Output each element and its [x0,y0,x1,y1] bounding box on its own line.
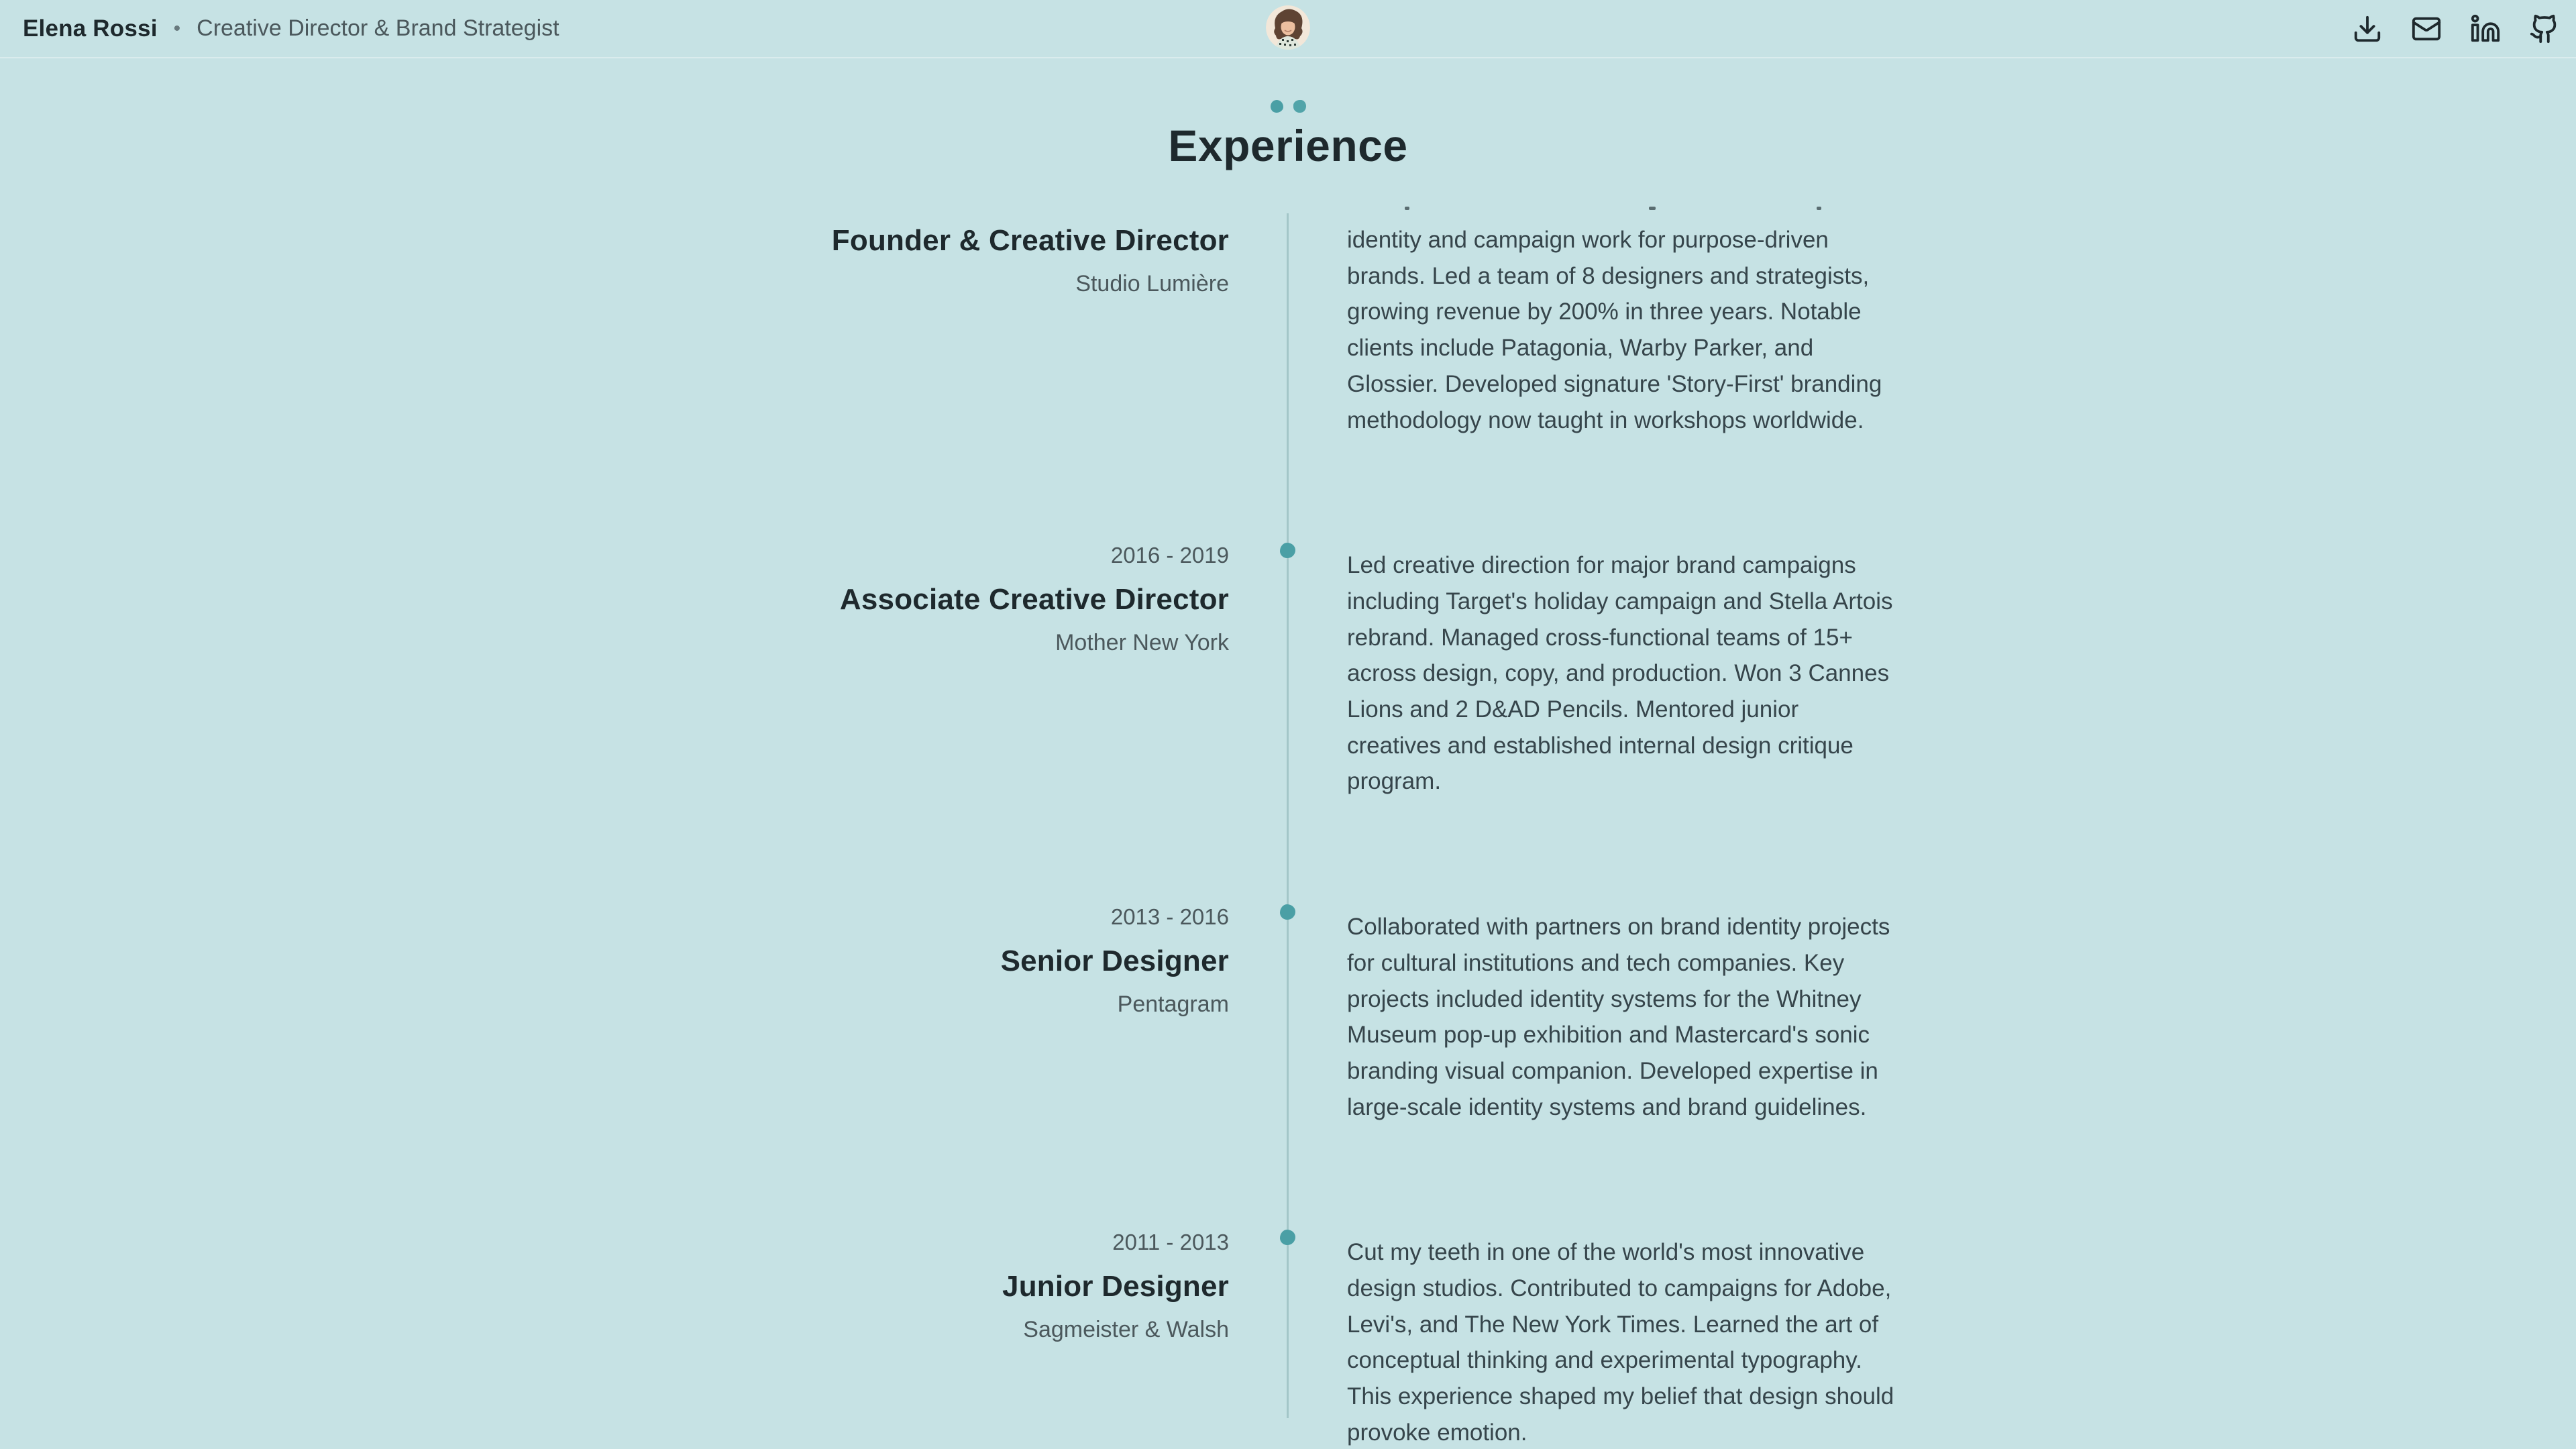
entry-body [1347,1228,1897,1449]
page-title: Experience [1168,121,1408,170]
entry-description: Led creative direction for major brand campaigns including Target's holiday campaign and Stella Artois rebrand. Managed cross-functional teams of 15+ across design, copy, and production. Won 3 Cannes Lions and 2 D&AD Pencils. Mentored junior creatives and established internal design critique program. [1347,552,1893,795]
clipped-text-artifacts [1347,205,1897,214]
identity-block [0,15,559,42]
entry-title: Founder & Creative Director [831,224,1229,257]
section-heading [0,58,2576,169]
entry-body [1347,902,1897,1125]
experience-entry [800,222,1897,438]
entry-title: Junior Designer [1002,1270,1229,1303]
entry-description: Cut my teeth in one of the world's most innovative design studios. Contributed to campaigns for Adobe, Levi's, and The New York Times. Learned the art of conceptual thinking and experimental typography. This experience shaped my belief that design should provoke emotion. [1347,1239,1894,1446]
entry-company: Pentagram [1117,991,1229,1018]
timeline-dot [1280,543,1295,558]
entry-company: Sagmeister & Walsh [1023,1317,1229,1343]
entry-body [1347,541,1897,800]
experience-entry [800,1228,1897,1449]
entry-meta [800,541,1229,800]
linkedin-icon[interactable] [2470,13,2501,44]
entry-meta [800,1228,1229,1449]
top-bar [0,0,2576,58]
entry-meta [800,222,1229,438]
header-actions [2352,13,2576,44]
entry-dates: 2011 - 2013 [1112,1230,1229,1255]
entry-description: Collaborated with partners on brand identity projects for cultural institutions and tech companies. Key projects included identity systems for the Whitney Museum pop-up exhibition and Mastercard's sonic branding visual companion. Developed expertise in large-scale identity systems and brand guidelines. [1347,914,1890,1120]
entry-dates: 2016 - 2019 [1110,543,1229,568]
mail-icon[interactable] [2411,13,2442,44]
entry-company: Mother New York [1055,630,1229,656]
timeline-dot [1280,904,1295,920]
experience-timeline [800,222,1897,1449]
entry-company: Studio Lumière [1075,271,1229,297]
user-name: Elena Rossi [23,15,158,42]
avatar[interactable] [1266,5,1310,50]
entry-meta [800,902,1229,1125]
experience-entry [800,902,1897,1125]
github-icon[interactable] [2529,13,2560,44]
timeline-entries [800,222,1897,1449]
section-ornament-dots [0,100,2576,113]
entry-description: identity and campaign work for purpose-driven brands. Led a team of 8 designers and strategists, growing revenue by 200% in three years. Notable clients include Patagonia, Warby Parker, and Glossier. Developed signature 'Story-First' branding methodology now taught in workshops worldwide. [1347,227,1882,433]
entry-title: Senior Designer [1000,945,1229,978]
user-role: Creative Director & Brand Strategist [197,15,559,41]
separator-dot: • [173,17,181,40]
entry-title: Associate Creative Director [839,583,1229,616]
experience-entry [800,541,1897,800]
download-icon[interactable] [2352,13,2383,44]
entry-body [1347,222,1897,438]
timeline-dot [1280,1230,1295,1245]
entry-dates: 2013 - 2016 [1110,904,1229,930]
